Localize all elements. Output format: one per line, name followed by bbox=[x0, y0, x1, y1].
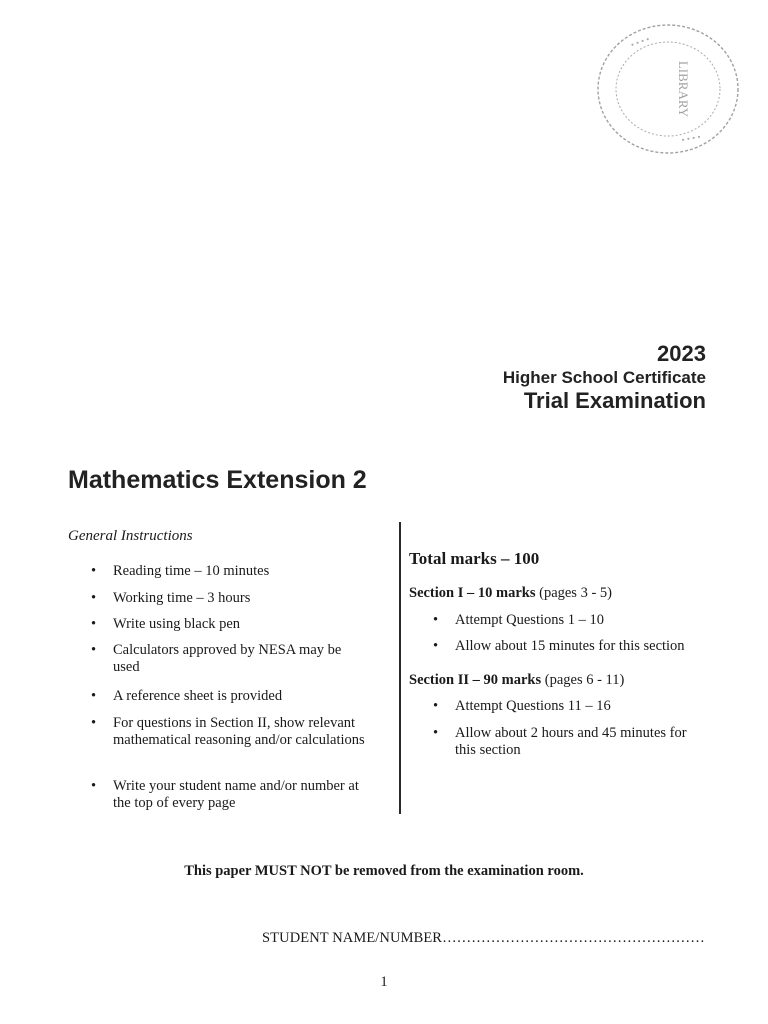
subject-title: Mathematics Extension 2 bbox=[68, 466, 367, 494]
bullet-icon: • bbox=[91, 715, 97, 731]
exam-title: Trial Examination bbox=[523, 388, 706, 413]
column-divider bbox=[399, 522, 401, 814]
list-item: • Write using black pen bbox=[91, 616, 241, 632]
bullet-icon: • bbox=[91, 563, 97, 579]
total-marks: Total marks – 100 bbox=[409, 549, 540, 568]
list-item: • Attempt Questions 11 – 16 bbox=[433, 698, 611, 714]
bullet-icon: • bbox=[433, 612, 439, 628]
section-2-heading: Section II – 90 marks (pages 6 - 11) bbox=[409, 672, 625, 688]
library-stamp bbox=[592, 18, 744, 160]
bullet-icon: • bbox=[91, 642, 97, 658]
svg-text:• • • •: • • • • bbox=[629, 33, 651, 50]
certificate-title: Higher School Certificate bbox=[502, 368, 706, 387]
list-item: • Allow about 2 hours and 45 minutes for this section bbox=[433, 725, 687, 758]
list-item: • For questions in Section II, show relevant mathematical reasoning and/or calculations bbox=[91, 715, 365, 748]
svg-text:• • • •: • • • • bbox=[680, 131, 702, 145]
bullet-icon: • bbox=[91, 688, 97, 704]
bullet-icon: • bbox=[433, 698, 439, 714]
bullet-icon: • bbox=[91, 590, 97, 606]
list-item: • Working time – 3 hours bbox=[91, 590, 251, 606]
bullet-icon: • bbox=[433, 638, 439, 654]
svg-text:LIBRARY: LIBRARY bbox=[676, 60, 691, 118]
exam-year: 2023 bbox=[657, 341, 706, 366]
bullet-icon: • bbox=[433, 725, 439, 741]
bullet-icon: • bbox=[91, 616, 97, 632]
list-item: • Calculators approved by NESA may be used bbox=[91, 642, 342, 675]
section-1-heading: Section I – 10 marks (pages 3 - 5) bbox=[409, 585, 612, 601]
page-number: 1 bbox=[380, 974, 388, 990]
student-name-field: STUDENT NAME/NUMBER……………………………………………… bbox=[262, 930, 705, 946]
general-instructions-title: General Instructions bbox=[68, 528, 193, 544]
removal-warning: This paper MUST NOT be removed from the examination room. bbox=[184, 863, 584, 879]
list-item: • Write your student name and/or number at the top of every page bbox=[91, 778, 359, 811]
bullet-icon: • bbox=[91, 778, 97, 794]
list-item: • Reading time – 10 minutes bbox=[91, 563, 270, 579]
list-item: • A reference sheet is provided bbox=[91, 688, 283, 704]
list-item: • Allow about 15 minutes for this section bbox=[433, 638, 685, 654]
list-item: • Attempt Questions 1 – 10 bbox=[433, 612, 605, 628]
